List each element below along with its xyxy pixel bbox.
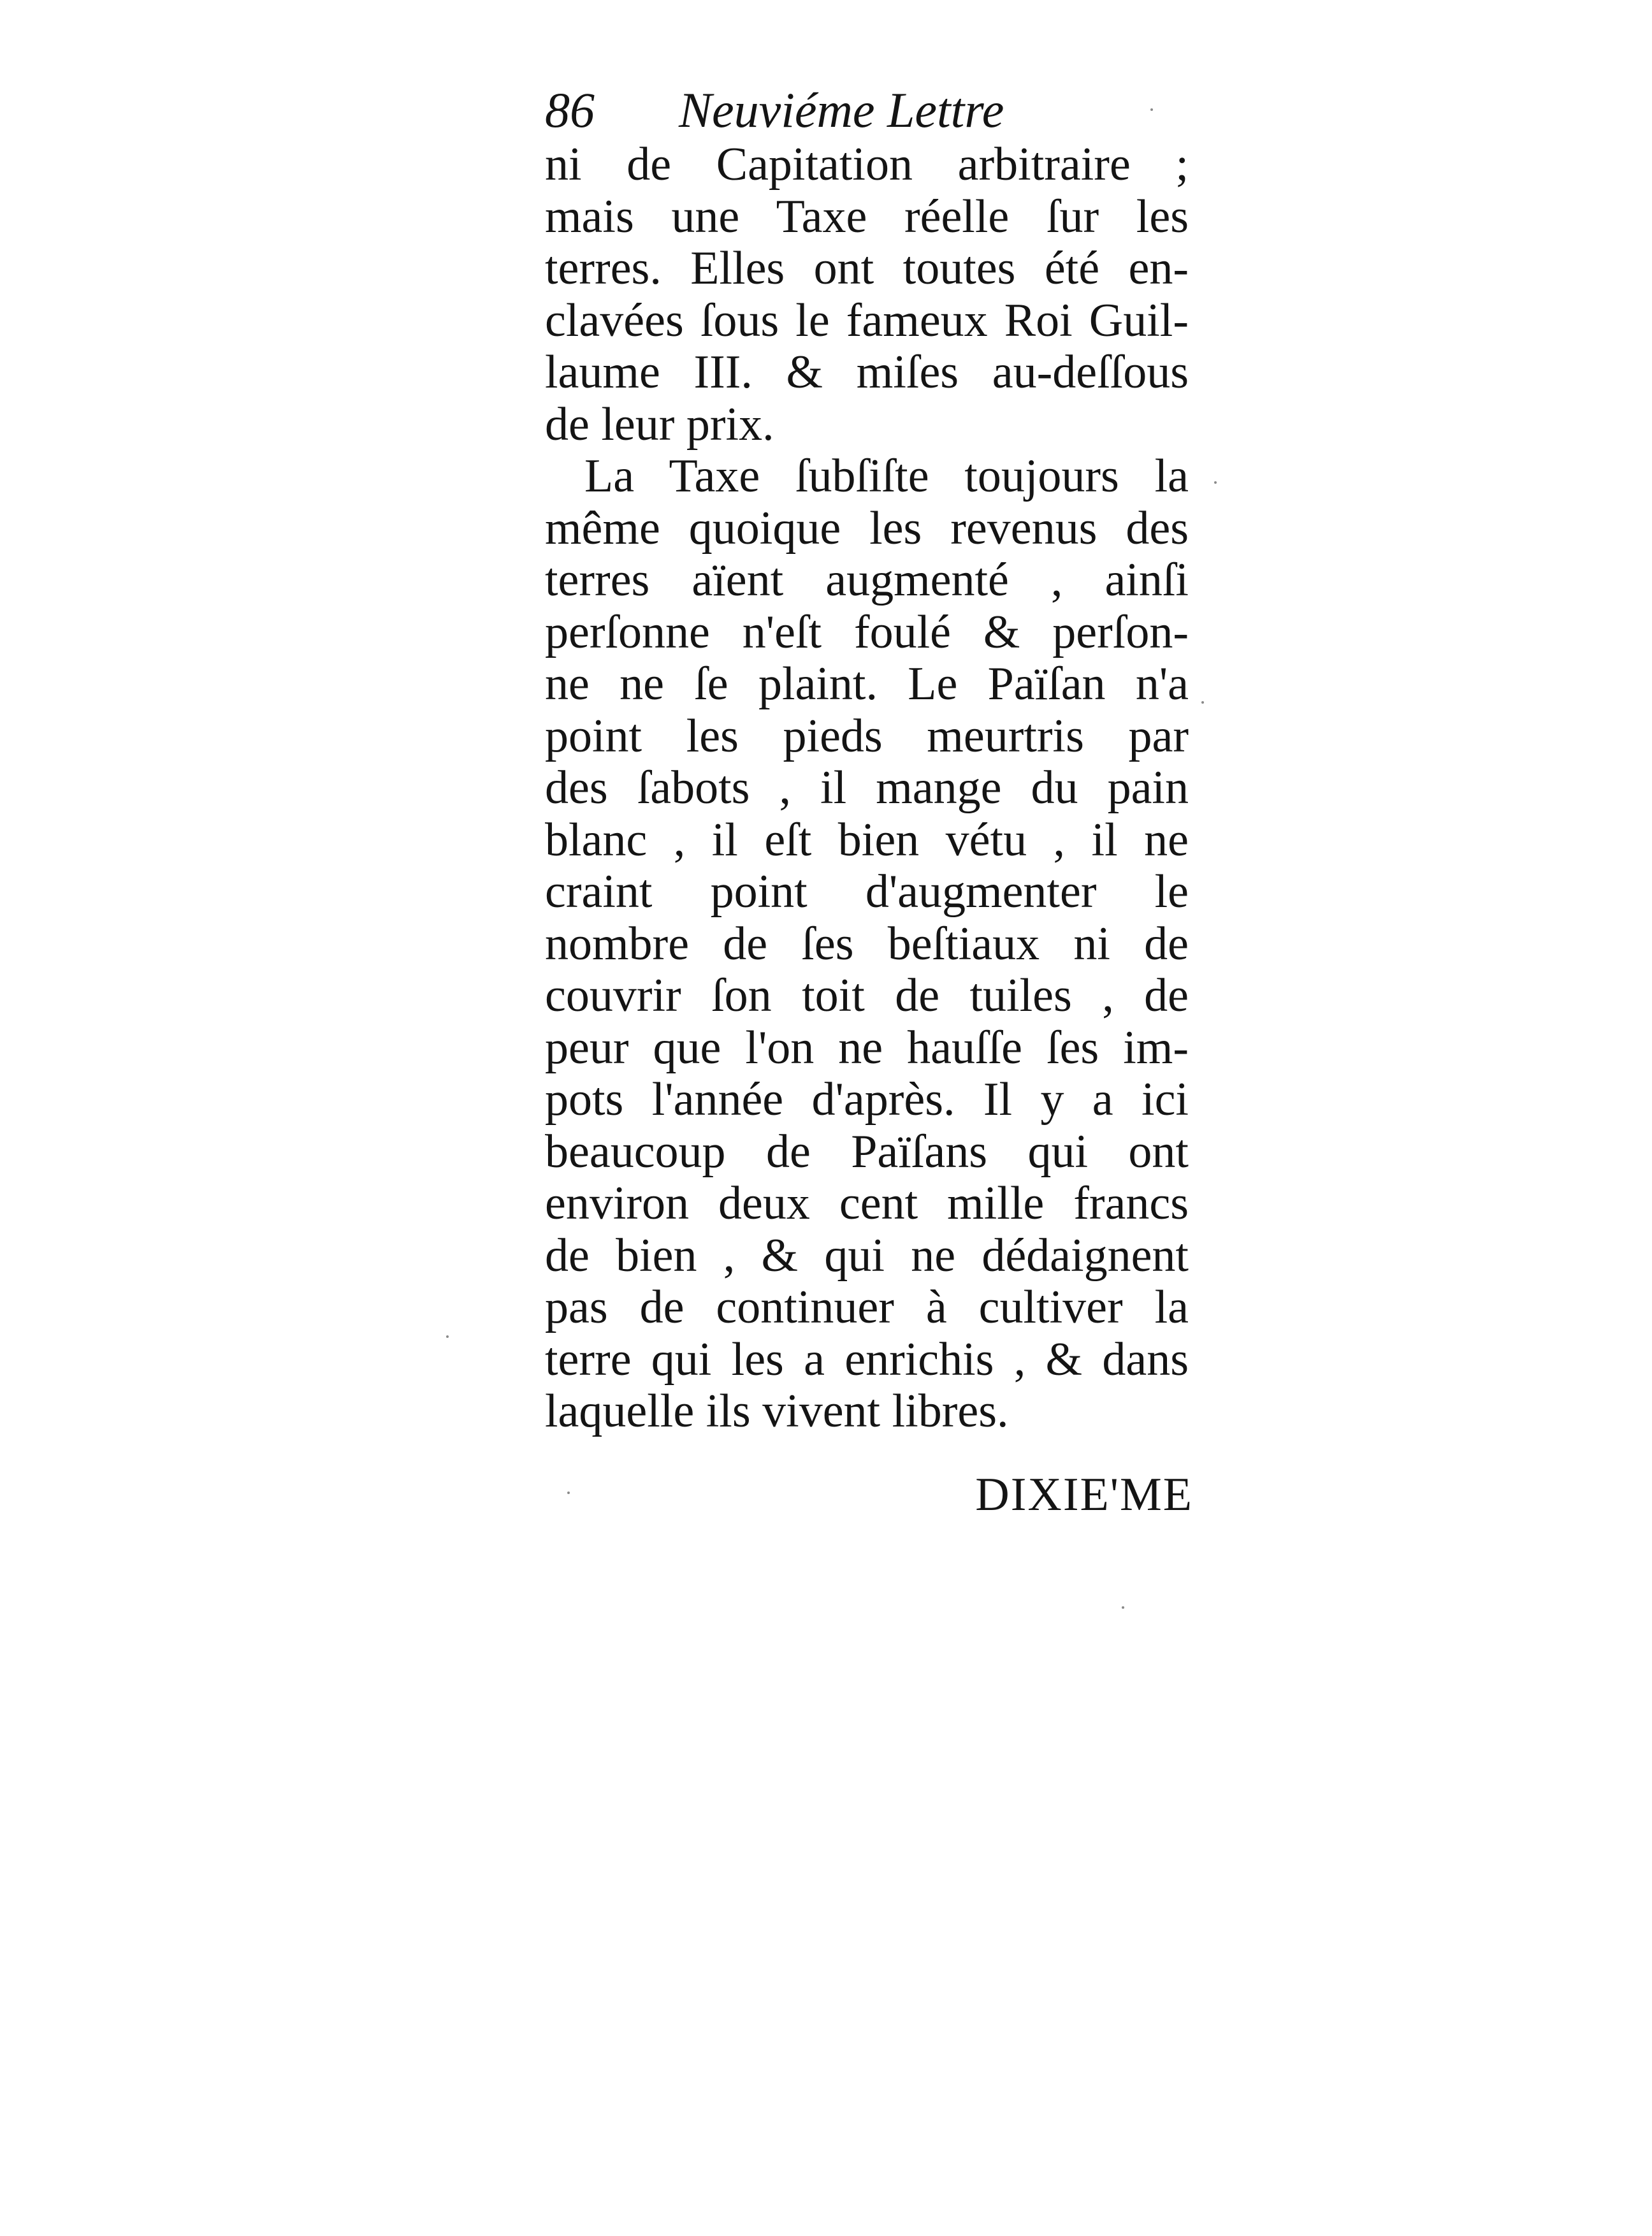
text-line: environ deux cent mille francs xyxy=(545,1178,1189,1230)
print-speck xyxy=(567,1492,570,1494)
running-header xyxy=(545,75,1195,145)
text-line: mais une Taxe réelle ſur les xyxy=(545,191,1189,243)
text-line: ne ne ſe plaint. Le Païſan n'a xyxy=(545,658,1189,710)
text-line: peur que l'on ne hauſſe ſes im- xyxy=(545,1022,1189,1074)
text-line: terres aïent augmenté , ainſi xyxy=(545,555,1189,606)
text-line: couvrir ſon toit de tuiles , de xyxy=(545,970,1189,1022)
text-line: laquelle ils vivent libres. xyxy=(545,1386,1009,1437)
text-line: perſonne n'eſt foulé & perſon- xyxy=(545,606,1189,658)
print-speck xyxy=(1122,1606,1124,1609)
text-line: terre qui les a enrichis , & dans xyxy=(545,1333,1189,1386)
text-line: des ſabots , il mange du pain xyxy=(545,762,1189,814)
text-line: pas de continuer à cultiver la xyxy=(545,1282,1189,1333)
text-line: pots l'année d'après. Il y a ici xyxy=(545,1074,1189,1126)
text-line: de bien , & qui ne dédaignent xyxy=(545,1230,1189,1282)
text-line: terres. Elles ont toutes été en- xyxy=(545,243,1189,294)
text-line: ni de Capitation arbitraire ; xyxy=(545,139,1189,191)
paragraph-2 xyxy=(545,451,1189,1438)
text-line: craint point d'augmenter le xyxy=(545,866,1189,918)
paragraph-1 xyxy=(545,139,1189,451)
text-line: point les pieds meurtris par xyxy=(545,710,1189,762)
text-line: La Taxe ſubſiſte toujours la xyxy=(584,451,1189,502)
text-line: clavées ſous le fameux Roi Guil- xyxy=(545,294,1189,347)
text-line: de leur prix. xyxy=(545,398,774,451)
running-title: Neuviéme Lettre xyxy=(679,82,1004,138)
catchword: DIXIE'ME xyxy=(975,1469,1193,1521)
text-line: blanc , il eſt bien vétu , il ne xyxy=(545,814,1189,866)
print-speck xyxy=(1150,108,1153,111)
body-text xyxy=(545,139,1189,1438)
page-number: 86 xyxy=(545,82,595,138)
print-speck xyxy=(1201,701,1204,704)
print-speck xyxy=(446,1335,449,1338)
print-speck xyxy=(1214,481,1217,484)
text-line: même quoique les revenus des xyxy=(545,502,1189,555)
text-line: beaucoup de Païſans qui ont xyxy=(545,1126,1189,1178)
text-line: nombre de ſes beſtiaux ni de xyxy=(545,918,1189,970)
text-line: laume III. & miſes au-deſſous xyxy=(545,347,1189,398)
